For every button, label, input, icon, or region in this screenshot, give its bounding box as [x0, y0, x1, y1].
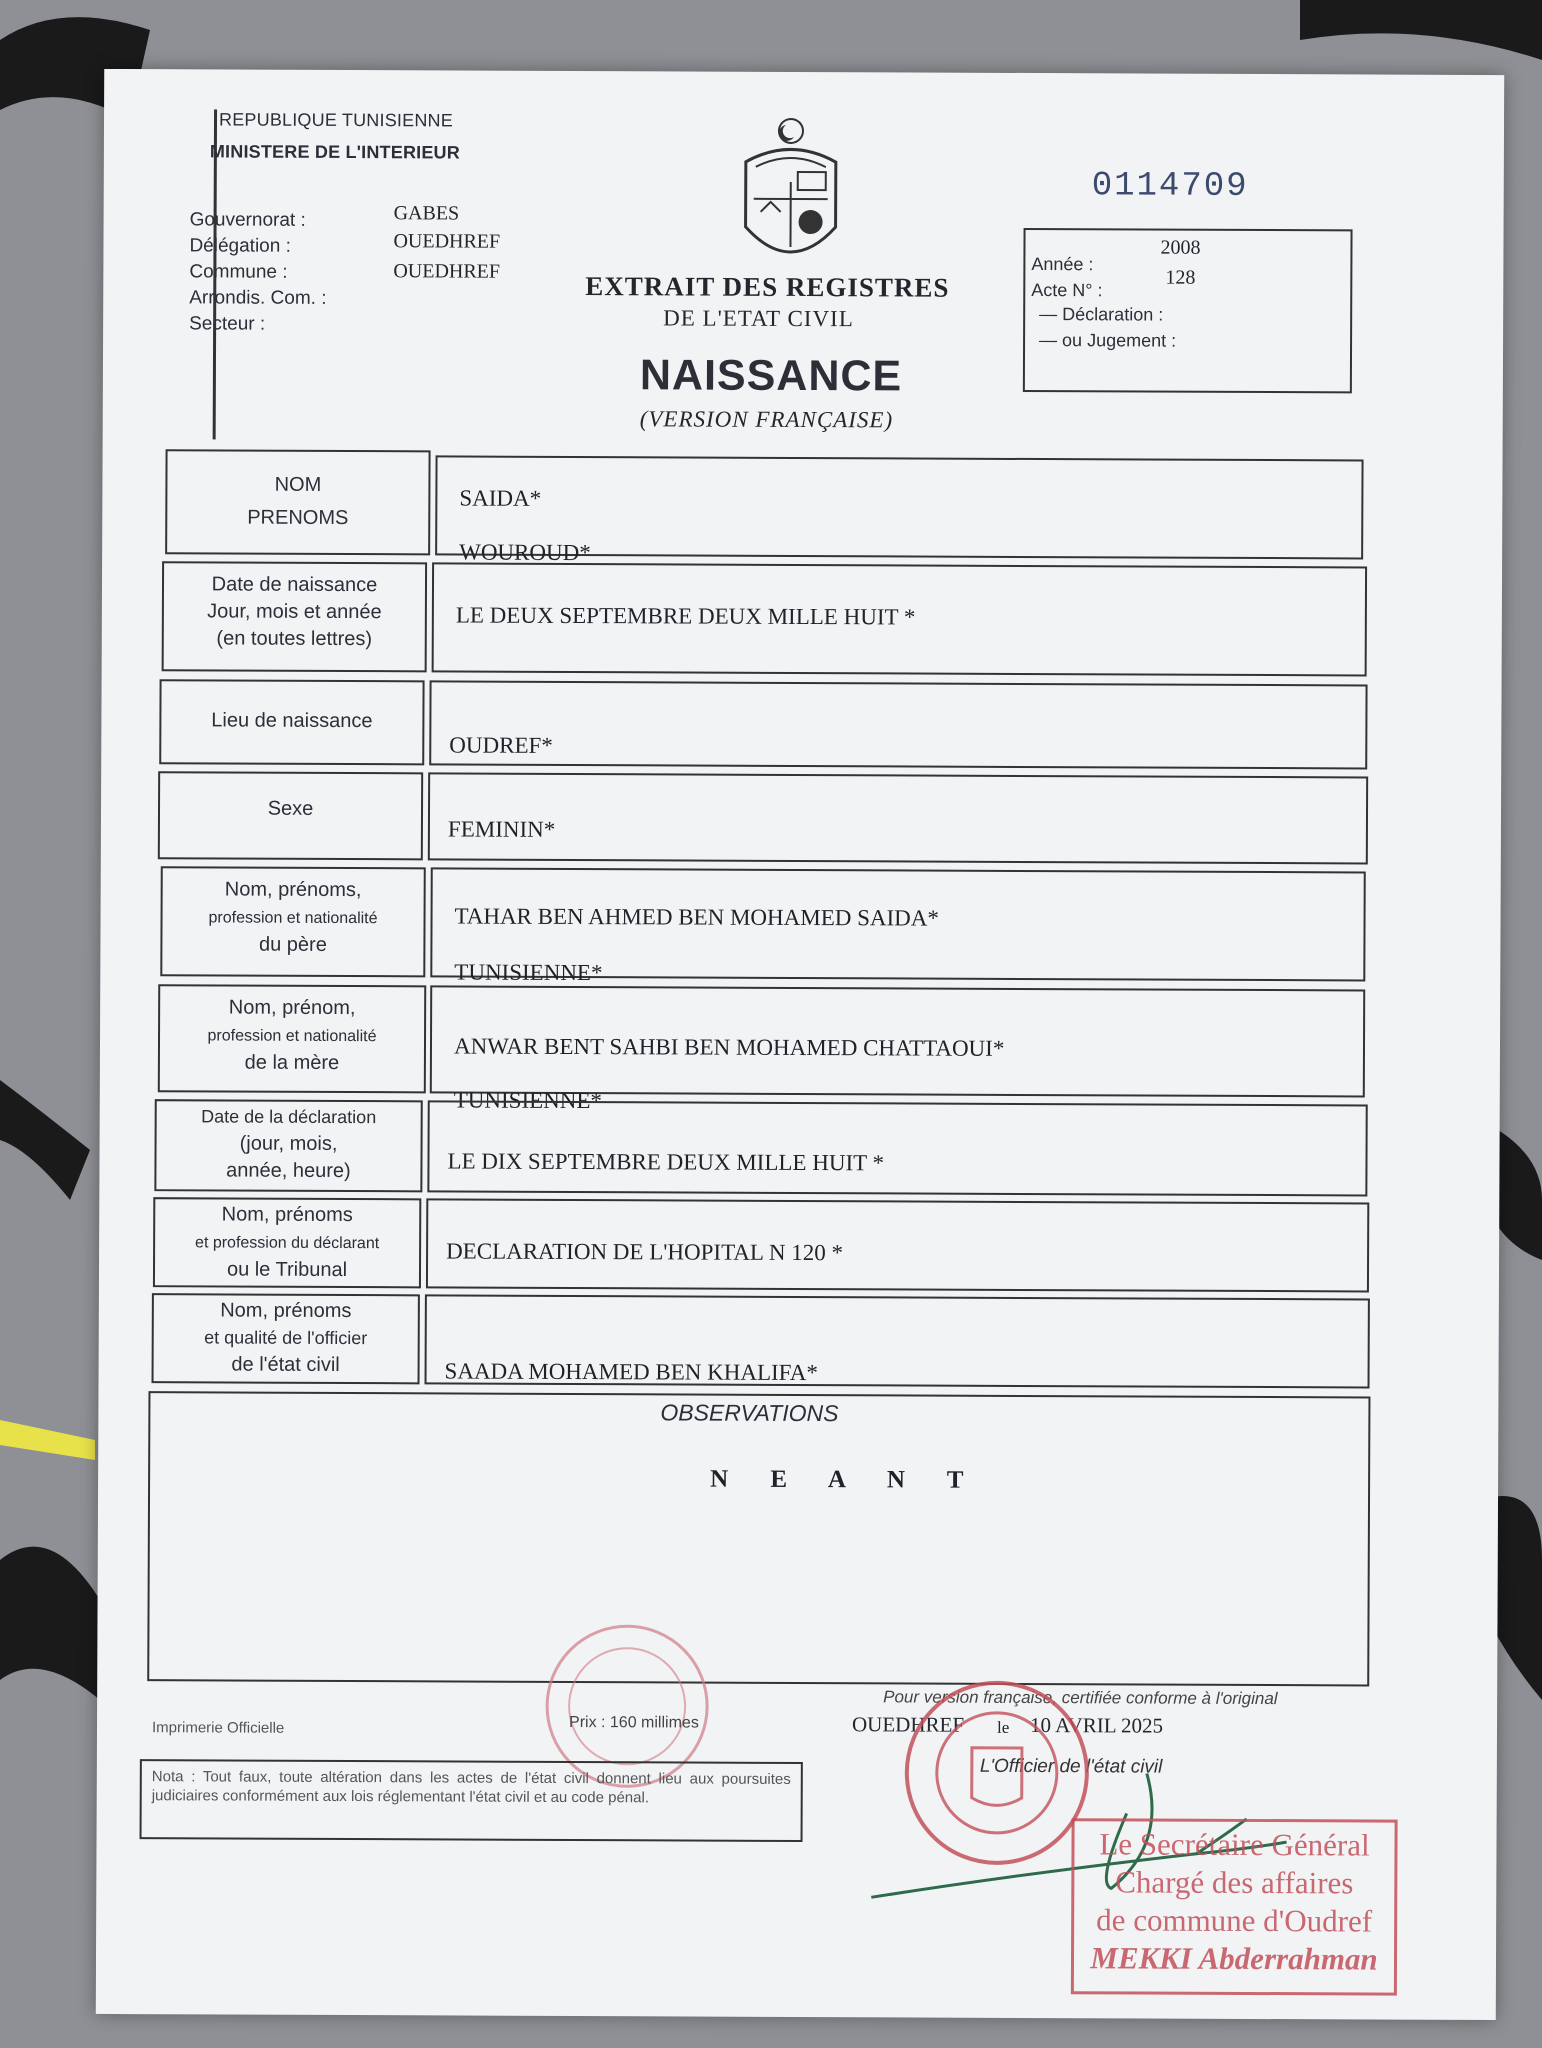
date-declaration-label-cell [154, 1099, 422, 1192]
pere-sublabel-2: du père [258, 933, 327, 956]
nota-box: Nota : Tout faux, toute altération dans les actes de l'état civil donnent lieu aux poursuites judiciaires conformément aux lois réglementant l'état civil et au code pénal. [140, 1759, 803, 1842]
nom-value: SAIDA* [459, 485, 542, 511]
delegation-label: Délégation : [189, 235, 291, 257]
lieu-value-cell [429, 680, 1367, 769]
lieu-label-cell [159, 679, 424, 765]
issue-place: OUEDHREF [851, 1712, 965, 1737]
ministry-header: MINISTERE DE L'INTERIEUR [209, 141, 461, 163]
document-subtitle: DE L'ETAT CIVIL [663, 305, 854, 332]
delegation-value: OUEDHREF [393, 230, 501, 253]
pere-label-cell [160, 866, 425, 977]
declarant-sublabel: et profession du déclarant [195, 1234, 380, 1253]
stamp-line-1: Le Secrétaire Général [1099, 1826, 1370, 1863]
declarant-label: Nom, prénoms [221, 1203, 353, 1227]
declarant-sublabel-2: ou le Tribunal [226, 1258, 348, 1282]
observations-title: OBSERVATIONS [660, 1399, 839, 1427]
jugement-label: — ou Jugement : [1039, 330, 1177, 351]
observations-box [147, 1391, 1370, 1686]
secteur-label: Secteur : [189, 313, 266, 335]
stamp-line-4: MEKKI Abderrahman [1090, 1940, 1378, 1977]
date-naissance-value: LE DEUX SEPTEMBRE DEUX MILLE HUIT * [455, 602, 916, 630]
officier-label: Nom, prénoms [220, 1299, 352, 1323]
date-declaration-value: LE DIX SEPTEMBRE DEUX MILLE HUIT * [447, 1148, 885, 1176]
date-declaration-value-cell [427, 1100, 1367, 1196]
tunisia-emblem-icon [735, 117, 846, 277]
arrondis-label: Arrondis. Com. : [189, 287, 327, 309]
date-declaration-sublabel-2: année, heure) [226, 1159, 351, 1183]
lieu-value: OUDREF* [449, 732, 553, 758]
declarant-value: DECLARATION DE L'HOPITAL N 120 * [446, 1238, 844, 1266]
date-declaration-label: Date de la déclaration [201, 1106, 377, 1128]
mere-label-cell [158, 984, 426, 1093]
pere-nationality: TUNISIENNE* [454, 959, 603, 986]
annee-value: 2008 [1160, 236, 1201, 259]
secretary-general-stamp [1071, 1818, 1398, 1995]
pere-sublabel: profession et nationalité [208, 909, 378, 928]
pere-value-cell [430, 867, 1365, 986]
commune-label: Commune : [189, 261, 288, 283]
declaration-label: — Déclaration : [1039, 304, 1164, 325]
acte-info-box [1023, 228, 1353, 393]
gouvernorat-label: Gouvernorat : [189, 209, 306, 231]
stamp-line-3: de commune d'Oudref [1096, 1902, 1373, 1939]
acte-number-label: Acte N° : [1031, 280, 1103, 301]
gouvernorat-value: GABES [393, 202, 460, 225]
mere-nationality: TUNISIENNE* [453, 1087, 603, 1114]
date-naissance-label: Date de naissance [211, 573, 378, 597]
mere-sublabel-2: de la mère [244, 1051, 340, 1074]
acte-number-value: 128 [1165, 266, 1196, 289]
issue-le: le [996, 1717, 1010, 1737]
date-declaration-sublabel: (jour, mois, [239, 1132, 338, 1155]
certification-text: Pour version française, certifiée conforme à l'original [883, 1687, 1278, 1709]
pere-label: Nom, prénoms, [224, 878, 362, 902]
prenoms-label: PRENOMS [247, 506, 349, 530]
nom-label-cell [165, 449, 430, 555]
pere-value: TAHAR BEN AHMED BEN MOHAMED SAIDA* [454, 903, 939, 931]
date-naissance-value-cell [432, 562, 1367, 676]
stamp-line-2: Chargé des affaires [1115, 1864, 1354, 1901]
date-naissance-label-cell [162, 561, 427, 672]
mere-value-cell [430, 985, 1365, 1114]
annee-label: Année : [1031, 254, 1094, 275]
imprimerie-label: Imprimerie Officielle [151, 1719, 285, 1737]
mere-label: Nom, prénom, [228, 996, 356, 1020]
lieu-label: Lieu de naissance [211, 709, 373, 733]
date-naissance-sublabel-2: (en toutes lettres) [216, 627, 373, 651]
sexe-value: FEMININ* [447, 816, 556, 842]
sexe-value-cell [428, 772, 1368, 864]
sexe-label-cell [158, 771, 423, 860]
date-naissance-sublabel: Jour, mois et année [207, 600, 382, 624]
version-label: (VERSION FRANÇAISE) [639, 406, 894, 433]
serial-number: 0114709 [1091, 167, 1249, 206]
officier-value: SAADA MOHAMED BEN KHALIFA* [444, 1358, 818, 1386]
commune-value: OUEDHREF [393, 260, 501, 283]
officier-value-cell [425, 1294, 1370, 1388]
birth-certificate-document [96, 69, 1504, 2020]
price-label: Prix : 160 millimes [569, 1713, 699, 1732]
mere-value: ANWAR BENT SAHBI BEN MOHAMED CHATTAOUI* [453, 1033, 1005, 1061]
officier-sublabel-2: de l'état civil [231, 1353, 340, 1376]
issue-date: 10 AVRIL 2025 [1029, 1713, 1164, 1738]
declarant-value-cell [426, 1198, 1369, 1292]
nom-value-cell [435, 455, 1363, 566]
act-type-title: NAISSANCE [639, 351, 903, 401]
declarant-label-cell [153, 1197, 421, 1288]
officier-label-cell [152, 1293, 420, 1384]
republic-header: REPUBLIQUE TUNISIENNE [218, 109, 453, 131]
sexe-label: Sexe [267, 797, 314, 820]
officier-sublabel: et qualité de l'officier [204, 1327, 368, 1349]
officier-signature-label: L'Officier de l'état civil [979, 1755, 1163, 1778]
document-title: EXTRAIT DES REGISTRES [585, 271, 950, 303]
nom-label: NOM [274, 473, 322, 496]
prenom-value: WOUROUD* [459, 539, 591, 566]
mere-sublabel: profession et nationalité [207, 1027, 377, 1046]
observations-value: N E A N T [710, 1465, 982, 1494]
